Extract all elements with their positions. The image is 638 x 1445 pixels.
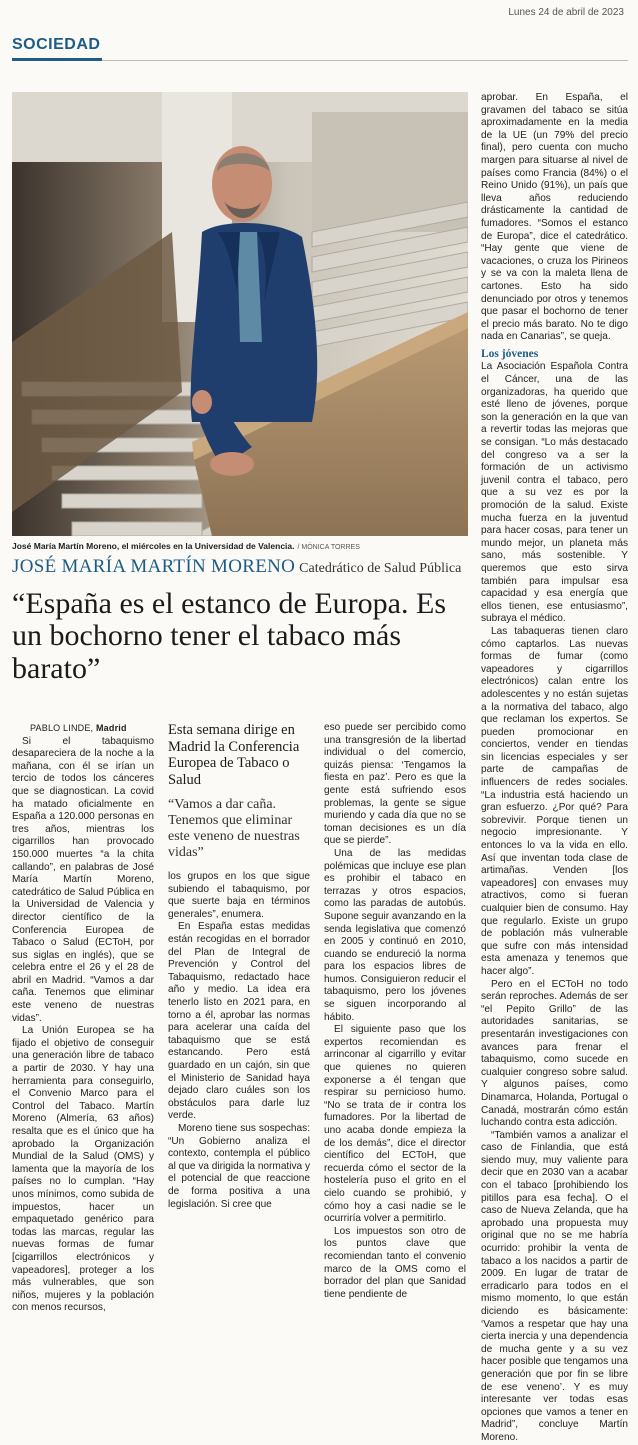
article-column-2 [168, 722, 310, 1211]
pull-quotes [168, 722, 310, 861]
article-column-1 [12, 722, 154, 1315]
paragraph: aprobar. En España, el gravamen del tabaco se sitúa aproximadamente en la media de la UE (un 79% del precio final), pero cuenta con mucho margen para situarse al nivel de países como Francia (84%) o el Reino Unido (91%), un país que lleva años reduciendo drásticamente la cantidad de fumadores. “Somos el estanco de Europa”, dice el catedrático. “Hay gente que viene de vacaciones, o cruza los Pirineos y se va con la maleta llena de cartones. Esto ha sido denunciado por otros y tenemos que pasar el bochorno de tener el precio más barato. No te digo nada en Canarias”, se queja. [481, 92, 628, 343]
paragraph: Pero en el ECToH no todo serán reproches. Además de ser “el Pepito Grillo” de las autoridades sanitarias, se presentarán investigaciones con avances para frenar el tabaquismo, como sucede en cualquier congreso sobre salud. Y algunos países, como Dinamarca, Holanda, Portugal o Canadá, mostrarán cómo están luchando contra esta adicción. [481, 978, 628, 1129]
byline-place: Madrid [95, 723, 127, 733]
paragraph: “También vamos a analizar el caso de Finlandia, que está siendo muy, muy valiente para decir que en 2030 van a acabar con el tabaco [prohibiendo los pitillos para esa fecha]. O el caso de Nueva Zelanda, que ha aprobado una propuesta muy original que no se me habría ocurrido: prohibir la venta de tabaco a los nacidos a partir de 2009. En lugar de tratar de erradicarlo para todos en el mismo momento, lo que están diciendo es básicamente: ‘Vamos a respetar que hay una cierta inercia y una dependencia de mucha gente y a su vez hacer posible que tengamos una generación que por fin se libre de ese veneno’. Y es muy interesante ver todas esas opciones que vamos a tener en Madrid”, concluye Martín Moreno. [481, 1129, 628, 1443]
caption-text: José María Martín Moreno, el miércoles en la Universidad de Valencia. [12, 541, 295, 551]
interviewee-line [12, 556, 468, 578]
section-accent-rule [12, 58, 102, 61]
paragraph: En España estas medidas están recogidas en el borrador del Plan de Integral de Prevención y Control del Tabaquismo, redactado hace año y medio. La idea era tenerlo listo en 2021 para, en torno a él, aprobar las normas para acelerar una caída del tabaquismo que se está estancando. Pero está guardado en un cajón, sin que el Ministerio de Sanidad haya dejado claro cuáles son los obstáculos para darle luz verde. [168, 921, 310, 1122]
paragraph: Si el tabaquismo desapareciera de la noche a la mañana, con él se irían un tercio de todos los cánceres que se diagnostican. La covid ha matado oficialmente en España a 120.000 personas en tres años, mientras los cigarrillos han provocado 150.000 muertes “a la chita callando”, en palabras de José María Martín Moreno, catedrático de Salud Pública en la Universidad de Valencia y director científico de la Conferencia Europea de Tabaco o Salud (ECToH, por sus siglas en inglés), que se celebra entre el 26 y el 28 de abril en Madrid. “Vamos a dar caña. Tenemos que eliminar este veneno de nuestras vidas”. [12, 735, 154, 1024]
paragraph: Las tabaqueras tienen claro cómo captarlos. Las nuevas formas de fumar (como vapeadores y cigarrillos electrónicos) calan entre los adolescentes y no están sujetas a la normativa del tabaco, algo que reclaman los expertos. Se pueden promocionar en conciertos, vender en tiendas sin licencias especiales y ser parte de campañas de influencers de redes sociales. “La industria está haciendo un gran esfuerzo. ¿Por qué? Para sobrevivir. Porque tienen un negocio impresionante. Y entonces lo va la vida en ello. Así que inventan toda clase de artimañas. Venden [los vapeadores] con envases muy atractivos, como si fueran cualquier bien de consumo. Hay que regularlo. Existe un grupo de población más vulnerable que sufre con más intensidad esta amenaza y tenemos que hacer algo”. [481, 625, 628, 977]
headline: “España es el estanco de Europa. Es un bochorno tener el tabaco más barato” [12, 587, 446, 685]
pull-quote-intro: Esta semana dirige en Madrid la Conferencia Europea de Tabaco o Salud [168, 722, 300, 789]
paragraph: Los impuestos son otro de los puntos clave que recomiendan tanto el convenio marco de la OMS como el borrador del plan que Sanidad tiene pendiente de [324, 1225, 466, 1300]
paragraph: los grupos en los que sigue subiendo el tabaquismo, por que suerte baja en términos generales”, enumera. [168, 871, 310, 920]
paragraph: eso puede ser percibido como una transgresión de la libertad individual o del comercio, quizás piensa: ‘Tengamos la fiesta en paz’. Pero es que la gente está sufriendo esos problemas, la gente se sigue muriendo y cada día que no se toman decisiones es un día que se pierde”. [324, 722, 466, 847]
portrait-photo [12, 92, 468, 536]
photo-caption [12, 541, 468, 551]
header-rule [12, 60, 628, 61]
section-label: SOCIEDAD [12, 36, 101, 53]
byline [12, 722, 154, 735]
subheading: Los jóvenes [481, 347, 539, 360]
photo-credit: / MÓNICA TORRES [297, 544, 360, 551]
byline-author: PABLO LINDE, [30, 723, 94, 733]
interviewee-role: Catedrático de Salud Pública [299, 561, 462, 576]
paragraph: La Unión Europea se ha fijado el objetivo de conseguir una generación libre de tabaco a partir de 2030. Y hay una herramienta para conseguirlo, el Convenio Marco para el Control del Tabaco. Martín Moreno (Almería, 63 años) resalta que es el único que ha aprobado la Organización Mundial de la Salud (OMS) y lamenta que la mayoría de los países no lo cumplan. “Hay unos mínimos, como subida de impuestos, hacer un empaquetado genérico para todas las marcas, regular las nuevas formas de fumar [cigarrillos electrónicos y vapeadores], proteger a los más vulnerables, que son niños, mujeres y la población con menos recursos, [12, 1025, 154, 1314]
article-column-4 [481, 92, 628, 1445]
paragraph: La Asociación Española Contra el Cáncer, una de las organizadoras, ha querido que esté lleno de jóvenes, porque son la generación en la que van a revertir todas las mejoras que se consigan. “Lo más destacado del congreso va a ser la formación de un activismo juvenil contra el tabaco, pero que a su vez es por la promoción de la salud. Existe mucha fuerza en la juventud para hacer cosas, para tener un mundo mejor, un planeta más sano, más sostenible. Y queremos que esto sirva también para impulsar esa capacidad y esa energía que ellos tienen, ese entusiasmo”, subraya el médico. [481, 361, 628, 625]
pull-quote: “Vamos a dar caña. Tenemos que eliminar este veneno de nuestras vidas” [168, 796, 300, 860]
page-date: Lunes 24 de abril de 2023 [508, 7, 624, 18]
article-column-3 [324, 722, 466, 1301]
paragraph: Moreno tiene sus sospechas: “Un Gobierno analiza el contexto, contempla el público al que va dirigida la normativa y el potencial de que reaccione de forma positiva a una legislación. Si cree que [168, 1122, 310, 1210]
interviewee-name: JOSÉ MARÍA MARTÍN MORENO [12, 556, 296, 577]
paragraph: El siguiente paso que los expertos recomiendan es arrinconar al cigarrillo y evitar que quienes no quieren exponerse a él tengan que respirar su pernicioso humo. “No se trata de ir contra los fumadores. Por la libertad de uno acaba donde empieza la de los demás”, dice el director científico del ECToH, que recuerda cómo el sector de la hostelería puso el grito en el cielo cuando se prohibió, y cómo hoy a casi nadie se le ocurriría volver a permitirlo. [324, 1024, 466, 1225]
paragraph: Una de las medidas polémicas que incluye ese plan es prohibir el tabaco en terrazas y otros espacios, como las paradas de autobús. Supone seguir avanzando en la senda legislativa que comenzó en 2005 y continuó en 2010, cuando se endureció la norma para los espacios libres de humos. Consiguieron reducir el tabaquismo, pero los jóvenes se siguen incorporando al hábito. [324, 847, 466, 1023]
